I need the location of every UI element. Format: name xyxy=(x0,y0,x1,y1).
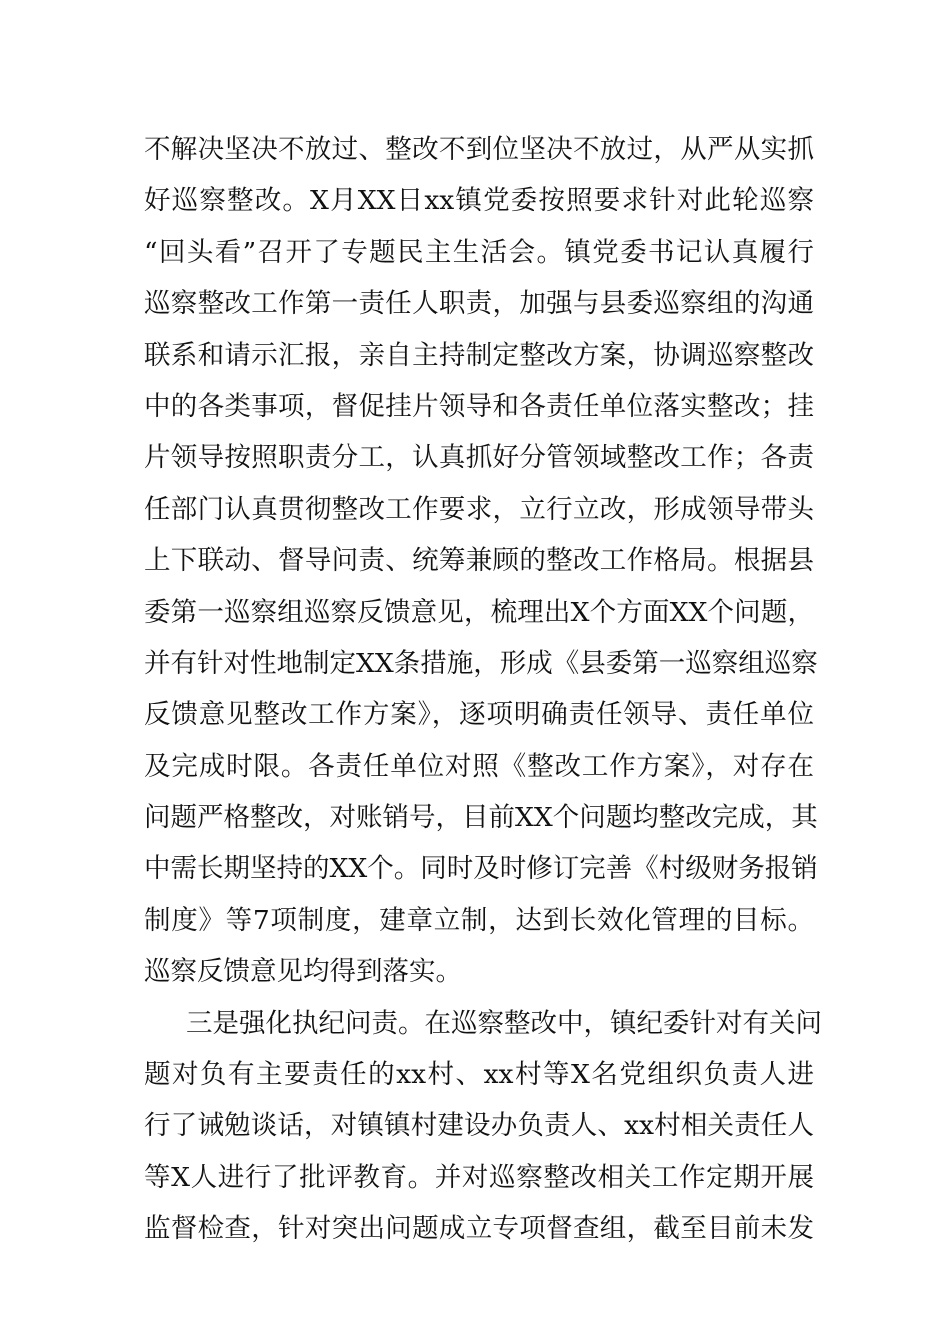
text-line-11: 并有针对性地制定XX条措施，形成《县委第一巡察组巡察 xyxy=(144,647,818,679)
text-line-17: 巡察反馈意见均得到落实。 xyxy=(144,956,462,988)
text-line-16: 制度》等7项制度，建章立制，达到长效化管理的目标。 xyxy=(144,904,814,936)
body-text xyxy=(144,124,822,1255)
text-line-13: 及完成时限。各责任单位对照《整改工作方案》，对存在 xyxy=(144,750,814,782)
text-line-6: 中的各类事项，督促挂片领导和各责任单位落实整改；挂 xyxy=(144,390,814,422)
text-line-9: 上下联动、督导问责、统筹兼顾的整改工作格局。根据县 xyxy=(144,545,814,577)
text-line-2: 好巡察整改。X月XX日xx镇党委按照要求针对此轮巡察 xyxy=(144,185,814,217)
text-line-20: 行了诫勉谈话，对镇镇村建设办负责人、xx村相关责任人 xyxy=(144,1110,814,1142)
text-line-14: 问题严格整改，对账销号，目前XX个问题均整改完成，其 xyxy=(144,802,818,834)
text-line-5: 联系和请示汇报，亲自主持制定整改方案，协调巡察整改 xyxy=(144,339,814,371)
text-line-1: 不解决坚决不放过、整改不到位坚决不放过，从严从实抓 xyxy=(144,134,814,165)
text-line-19: 题对负有主要责任的xx村、xx村等X名党组织负责人进 xyxy=(144,1059,814,1091)
text-line-22: 监督检查，针对突出问题成立专项督查组，截至目前未发 xyxy=(144,1213,814,1245)
text-line-10: 委第一巡察组巡察反馈意见，梳理出X个方面XX个问题， xyxy=(144,596,814,628)
text-line-12: 反馈意见整改工作方案》，逐项明确责任领导、责任单位 xyxy=(144,699,814,731)
text-line-15: 中需长期坚持的XX个。同时及时修订完善《村级财务报销 xyxy=(144,853,818,885)
text-line-7: 片领导按照职责分工，认真抓好分管领域整改工作；各责 xyxy=(144,442,814,474)
text-line-4: 巡察整改工作第一责任人职责，加强与县委巡察组的沟通 xyxy=(144,288,814,320)
text-line-8: 任部门认真贯彻整改工作要求，立行立改，形成领导带头 xyxy=(144,493,814,525)
text-line-3: “回头看”召开了专题民主生活会。镇党委书记认真履行 xyxy=(144,236,814,268)
text-line-18: 三是强化执纪问责。在巡察整改中，镇纪委针对有关问 xyxy=(186,1007,822,1039)
text-line-21: 等X人进行了批评教育。并对巡察整改相关工作定期开展 xyxy=(144,1161,814,1193)
